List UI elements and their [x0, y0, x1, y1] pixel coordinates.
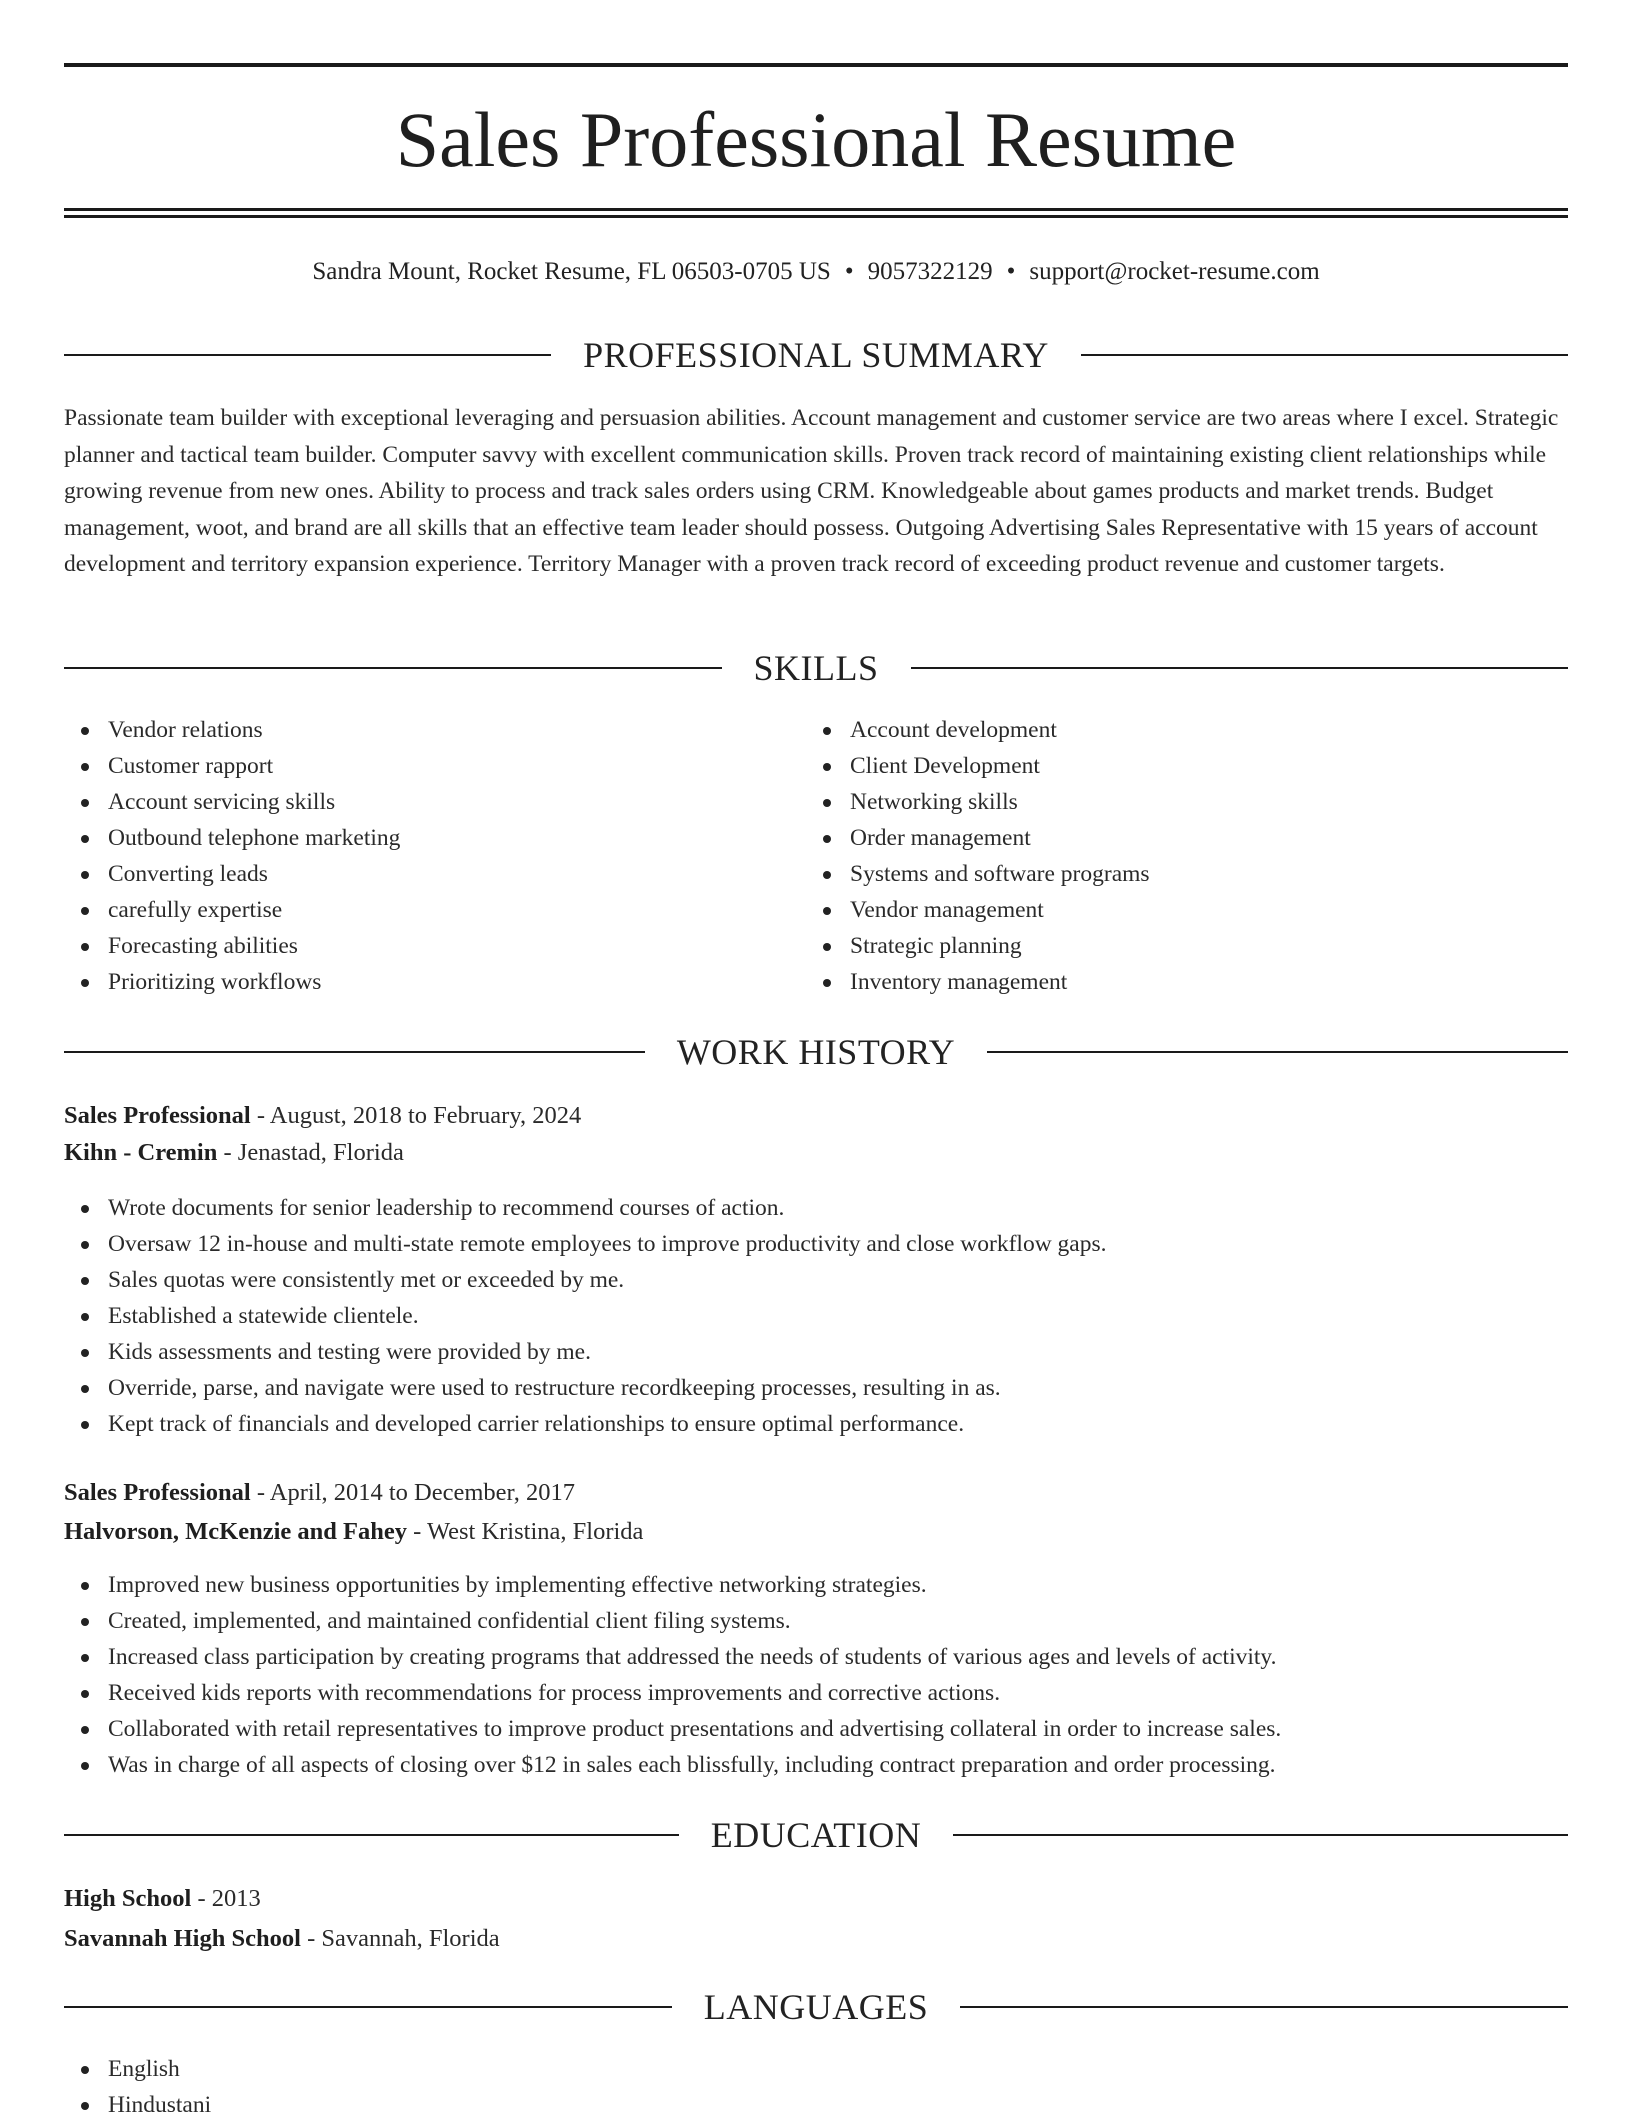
job-title: Sales Professional	[64, 1479, 251, 1506]
section-title: PROFESSIONAL SUMMARY	[583, 335, 1049, 375]
divider-line	[64, 667, 722, 669]
divider-line	[64, 354, 551, 356]
divider-line	[1081, 354, 1568, 356]
divider-line	[987, 1051, 1568, 1053]
languages-list	[64, 2051, 764, 2123]
divider-line	[64, 2006, 672, 2008]
section-title: EDUCATION	[710, 1815, 922, 1855]
education-year: 2013	[211, 1885, 261, 1912]
skill-item: Systems and software programs	[806, 856, 1506, 892]
contact-address: Sandra Mount, Rocket Resume, FL 06503-0705 US	[312, 258, 831, 285]
skill-item: Converting leads	[64, 856, 764, 892]
duty-item: Kids assessments and testing were provided by me.	[64, 1334, 1568, 1370]
dash: -	[300, 1925, 322, 1952]
education-degree: High School	[64, 1885, 192, 1912]
job-title-line	[64, 1474, 1568, 1512]
title-bottom-rule-2	[64, 215, 1568, 218]
language-item: Hindustani	[64, 2087, 764, 2123]
skill-item: Outbound telephone marketing	[64, 820, 764, 856]
dash: -	[406, 1518, 427, 1545]
contact-separator: •	[844, 258, 854, 285]
job-location: West Kristina, Florida	[426, 1518, 644, 1545]
section-heading-languages	[64, 1982, 1568, 2032]
dash: -	[250, 1479, 270, 1506]
duty-item: Oversaw 12 in-house and multi-state remote employees to improve productivity and close workflow gaps.	[64, 1226, 1568, 1262]
dash: -	[191, 1885, 212, 1912]
skill-item: Account development	[806, 712, 1506, 748]
job-title-line	[64, 1097, 1568, 1135]
divider-line	[64, 1834, 679, 1836]
divider-line	[911, 667, 1569, 669]
duty-item: Wrote documents for senior leadership to recommend courses of action.	[64, 1190, 1568, 1226]
skill-item: Account servicing skills	[64, 784, 764, 820]
skill-item: carefully expertise	[64, 892, 764, 928]
skill-item: Forecasting abilities	[64, 928, 764, 964]
duty-item: Collaborated with retail representatives to improve product presentations and advertising collateral in order to increase sales.	[64, 1711, 1568, 1747]
language-item: English	[64, 2051, 764, 2087]
skill-item: Inventory management	[806, 964, 1506, 1000]
skill-item: Customer rapport	[64, 748, 764, 784]
job-dates: August, 2018 to February, 2024	[269, 1102, 582, 1129]
duty-item: Sales quotas were consistently met or exceeded by me.	[64, 1262, 1568, 1298]
skills-list-left	[64, 712, 764, 1000]
section-title: LANGUAGES	[703, 1987, 929, 2027]
summary-text: Passionate team builder with exceptional leveraging and persuasion abilities. Account management and customer service are two areas where I excel. Strategic planner and tactical team builder. Computer savvy with excellent communication skills. Proven track record of maintaining existing client relationships while growing revenue from new ones. Ability to process and track sales orders using CRM. Knowledgeable about games products and market trends. Budget management, woot, and brand are all skills that an effective team leader should possess. Outgoing Advertising Sales Representative with 15 years of account development and territory expansion experience. Territory Manager with a proven track record of exceeding product revenue and customer targets.	[64, 405, 1559, 577]
title-bottom-rule-1	[64, 208, 1568, 211]
education-school: Savannah High School	[64, 1925, 301, 1952]
title-top-rule	[64, 63, 1568, 67]
education-school-line	[64, 1920, 1568, 1958]
education-degree-line	[64, 1880, 1568, 1918]
divider-line	[960, 2006, 1568, 2008]
job-duties-list	[64, 1567, 1568, 1783]
duty-item: Established a statewide clientele.	[64, 1298, 1568, 1334]
job-company-line	[64, 1513, 1568, 1551]
skill-item: Strategic planning	[806, 928, 1506, 964]
section-heading-work-history	[64, 1027, 1568, 1077]
job-company: Halvorson, McKenzie and Fahey	[64, 1518, 407, 1545]
divider-line	[64, 1051, 645, 1053]
skill-item: Prioritizing workflows	[64, 964, 764, 1000]
skill-item: Vendor management	[806, 892, 1506, 928]
section-heading-education	[64, 1810, 1568, 1860]
duty-item: Override, parse, and navigate were used to restructure recordkeeping processes, resulting in as.	[64, 1370, 1568, 1406]
contact-phone: 9057322129	[867, 258, 993, 285]
skills-list-right	[806, 712, 1506, 1000]
section-heading-summary	[64, 330, 1568, 380]
skill-item: Networking skills	[806, 784, 1506, 820]
job-company: Kihn - Cremin	[64, 1139, 218, 1166]
skill-item: Order management	[806, 820, 1506, 856]
duty-item: Increased class participation by creating programs that addressed the needs of students of various ages and levels of activity.	[64, 1639, 1568, 1675]
resume-title: Sales Professional Resume	[395, 96, 1237, 183]
job-duties-list	[64, 1190, 1568, 1442]
contact-email: support@rocket-resume.com	[1029, 258, 1320, 285]
dash: -	[250, 1102, 270, 1129]
skill-item: Vendor relations	[64, 712, 764, 748]
contact-line	[64, 252, 1568, 292]
job-location: Jenastad, Florida	[237, 1139, 404, 1166]
job-dates: April, 2014 to December, 2017	[269, 1479, 575, 1506]
duty-item: Created, implemented, and maintained confidential client filing systems.	[64, 1603, 1568, 1639]
section-title: WORK HISTORY	[676, 1032, 956, 1072]
job-title: Sales Professional	[64, 1102, 251, 1129]
section-title: SKILLS	[753, 648, 879, 688]
job-company-line	[64, 1134, 1568, 1172]
education-location: Savannah, Florida	[321, 1925, 500, 1952]
contact-separator: •	[1006, 258, 1016, 285]
skill-item: Client Development	[806, 748, 1506, 784]
divider-line	[953, 1834, 1568, 1836]
duty-item: Was in charge of all aspects of closing over $12 in sales each blissfully, including contract preparation and order processing.	[64, 1747, 1568, 1783]
duty-item: Kept track of financials and developed carrier relationships to ensure optimal performance.	[64, 1406, 1568, 1442]
section-heading-skills	[64, 643, 1568, 693]
duty-item: Improved new business opportunities by implementing effective networking strategies.	[64, 1567, 1568, 1603]
dash: -	[217, 1139, 238, 1166]
duty-item: Received kids reports with recommendations for process improvements and corrective actions.	[64, 1675, 1568, 1711]
